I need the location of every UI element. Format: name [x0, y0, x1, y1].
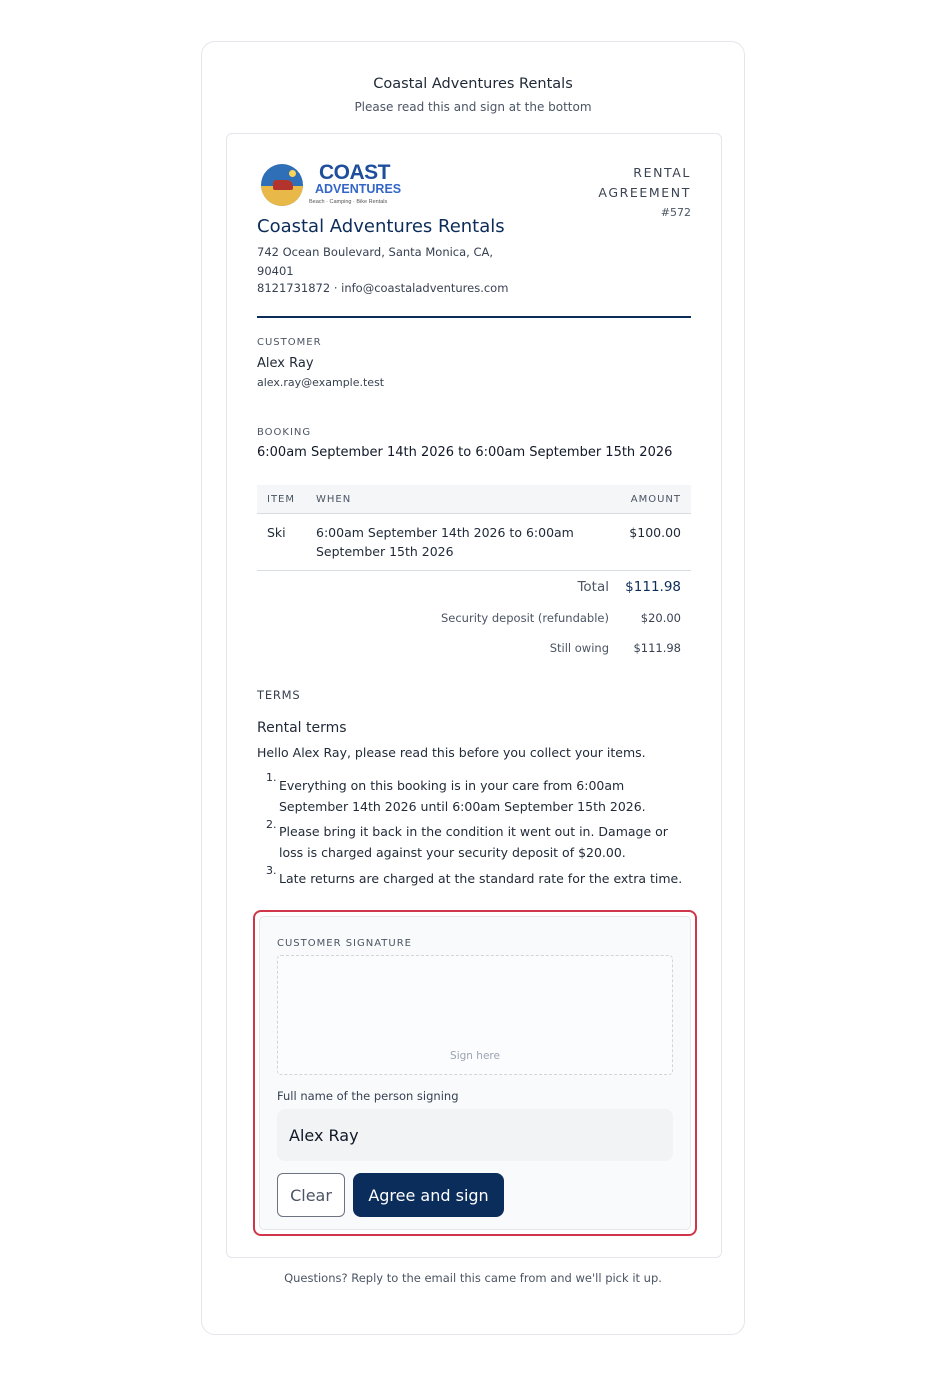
row-amount: $100.00: [629, 525, 681, 540]
terms-label: TERMS: [257, 688, 301, 702]
agreement-label: RENTAL AGREEMENT: [598, 165, 691, 200]
business-address: 742 Ocean Boulevard, Santa Monica, CA, 90401: [257, 245, 494, 278]
signature-section: [259, 916, 691, 1230]
term-item: Everything on this booking is in your care from 6:00am September 14th 2026 until 6:00am September 15th 2026.: [279, 778, 646, 814]
page-subtitle: Please read this and sign at the bottom: [354, 100, 592, 114]
term-number: 1.: [266, 771, 277, 784]
business-contact: 8121731872 · info@coastaladventures.com: [257, 281, 509, 295]
logo-tagline: Beach · Camping · Bike Rentals: [309, 199, 388, 205]
signer-name-input[interactable]: [277, 1109, 673, 1161]
agreement-number: #572: [660, 206, 691, 219]
sign-here-hint: Sign here: [450, 1050, 500, 1062]
still-owing-value: $111.98: [633, 641, 681, 655]
logo-wordmark-top: COAST: [319, 161, 390, 184]
booking-label: BOOKING: [257, 427, 312, 438]
items-table-header: [257, 485, 691, 514]
terms-heading: Rental terms: [257, 720, 347, 736]
customer-label: CUSTOMER: [257, 337, 322, 348]
header-divider: [257, 316, 691, 318]
business-name: Coastal Adventures Rentals: [257, 216, 505, 237]
beach-logo-icon: [261, 164, 303, 206]
total-value: $111.98: [625, 579, 681, 595]
column-header-amount: AMOUNT: [630, 494, 681, 505]
deposit-label: Security deposit (refundable): [440, 611, 609, 625]
signature-label: CUSTOMER SIGNATURE: [277, 938, 412, 949]
company-logo: [257, 162, 417, 210]
deposit-value: $20.00: [640, 611, 681, 625]
term-number: 3.: [266, 864, 277, 877]
footer-note: Questions? Reply to the email this came from and we'll pick it up.: [284, 1271, 662, 1285]
total-label: Total: [577, 579, 609, 595]
customer-email: alex.ray@example.test: [257, 376, 385, 389]
customer-name: Alex Ray: [257, 356, 314, 371]
table-row: [257, 515, 691, 571]
term-item: Please bring it back in the condition it went out in. Damage or loss is charged against your security deposit of $20.00.: [279, 824, 668, 860]
agree-and-sign-button[interactable]: Agree and sign: [353, 1173, 504, 1217]
rental-agreement-document: [226, 133, 722, 1258]
row-item: Ski: [267, 525, 286, 540]
logo-wordmark-bottom: ADVENTURES: [315, 182, 402, 196]
booking-period: 6:00am September 14th 2026 to 6:00am September 15th 2026: [257, 445, 673, 460]
signing-card: [201, 41, 745, 1335]
term-item: Late returns are charged at the standard rate for the extra time.: [279, 871, 683, 886]
clear-button[interactable]: Clear: [277, 1173, 345, 1217]
signature-pad[interactable]: [277, 955, 673, 1075]
signer-name-label: Full name of the person signing: [277, 1089, 459, 1103]
term-number: 2.: [266, 818, 277, 831]
page-title: Coastal Adventures Rentals: [373, 76, 573, 92]
still-owing-label: Still owing: [549, 641, 609, 655]
column-header-item: ITEM: [267, 494, 296, 505]
row-when: 6:00am September 14th 2026 to 6:00am September 15th 2026: [316, 525, 574, 559]
column-header-when: WHEN: [316, 494, 352, 505]
terms-intro: Hello Alex Ray, please read this before you collect your items.: [257, 745, 646, 760]
